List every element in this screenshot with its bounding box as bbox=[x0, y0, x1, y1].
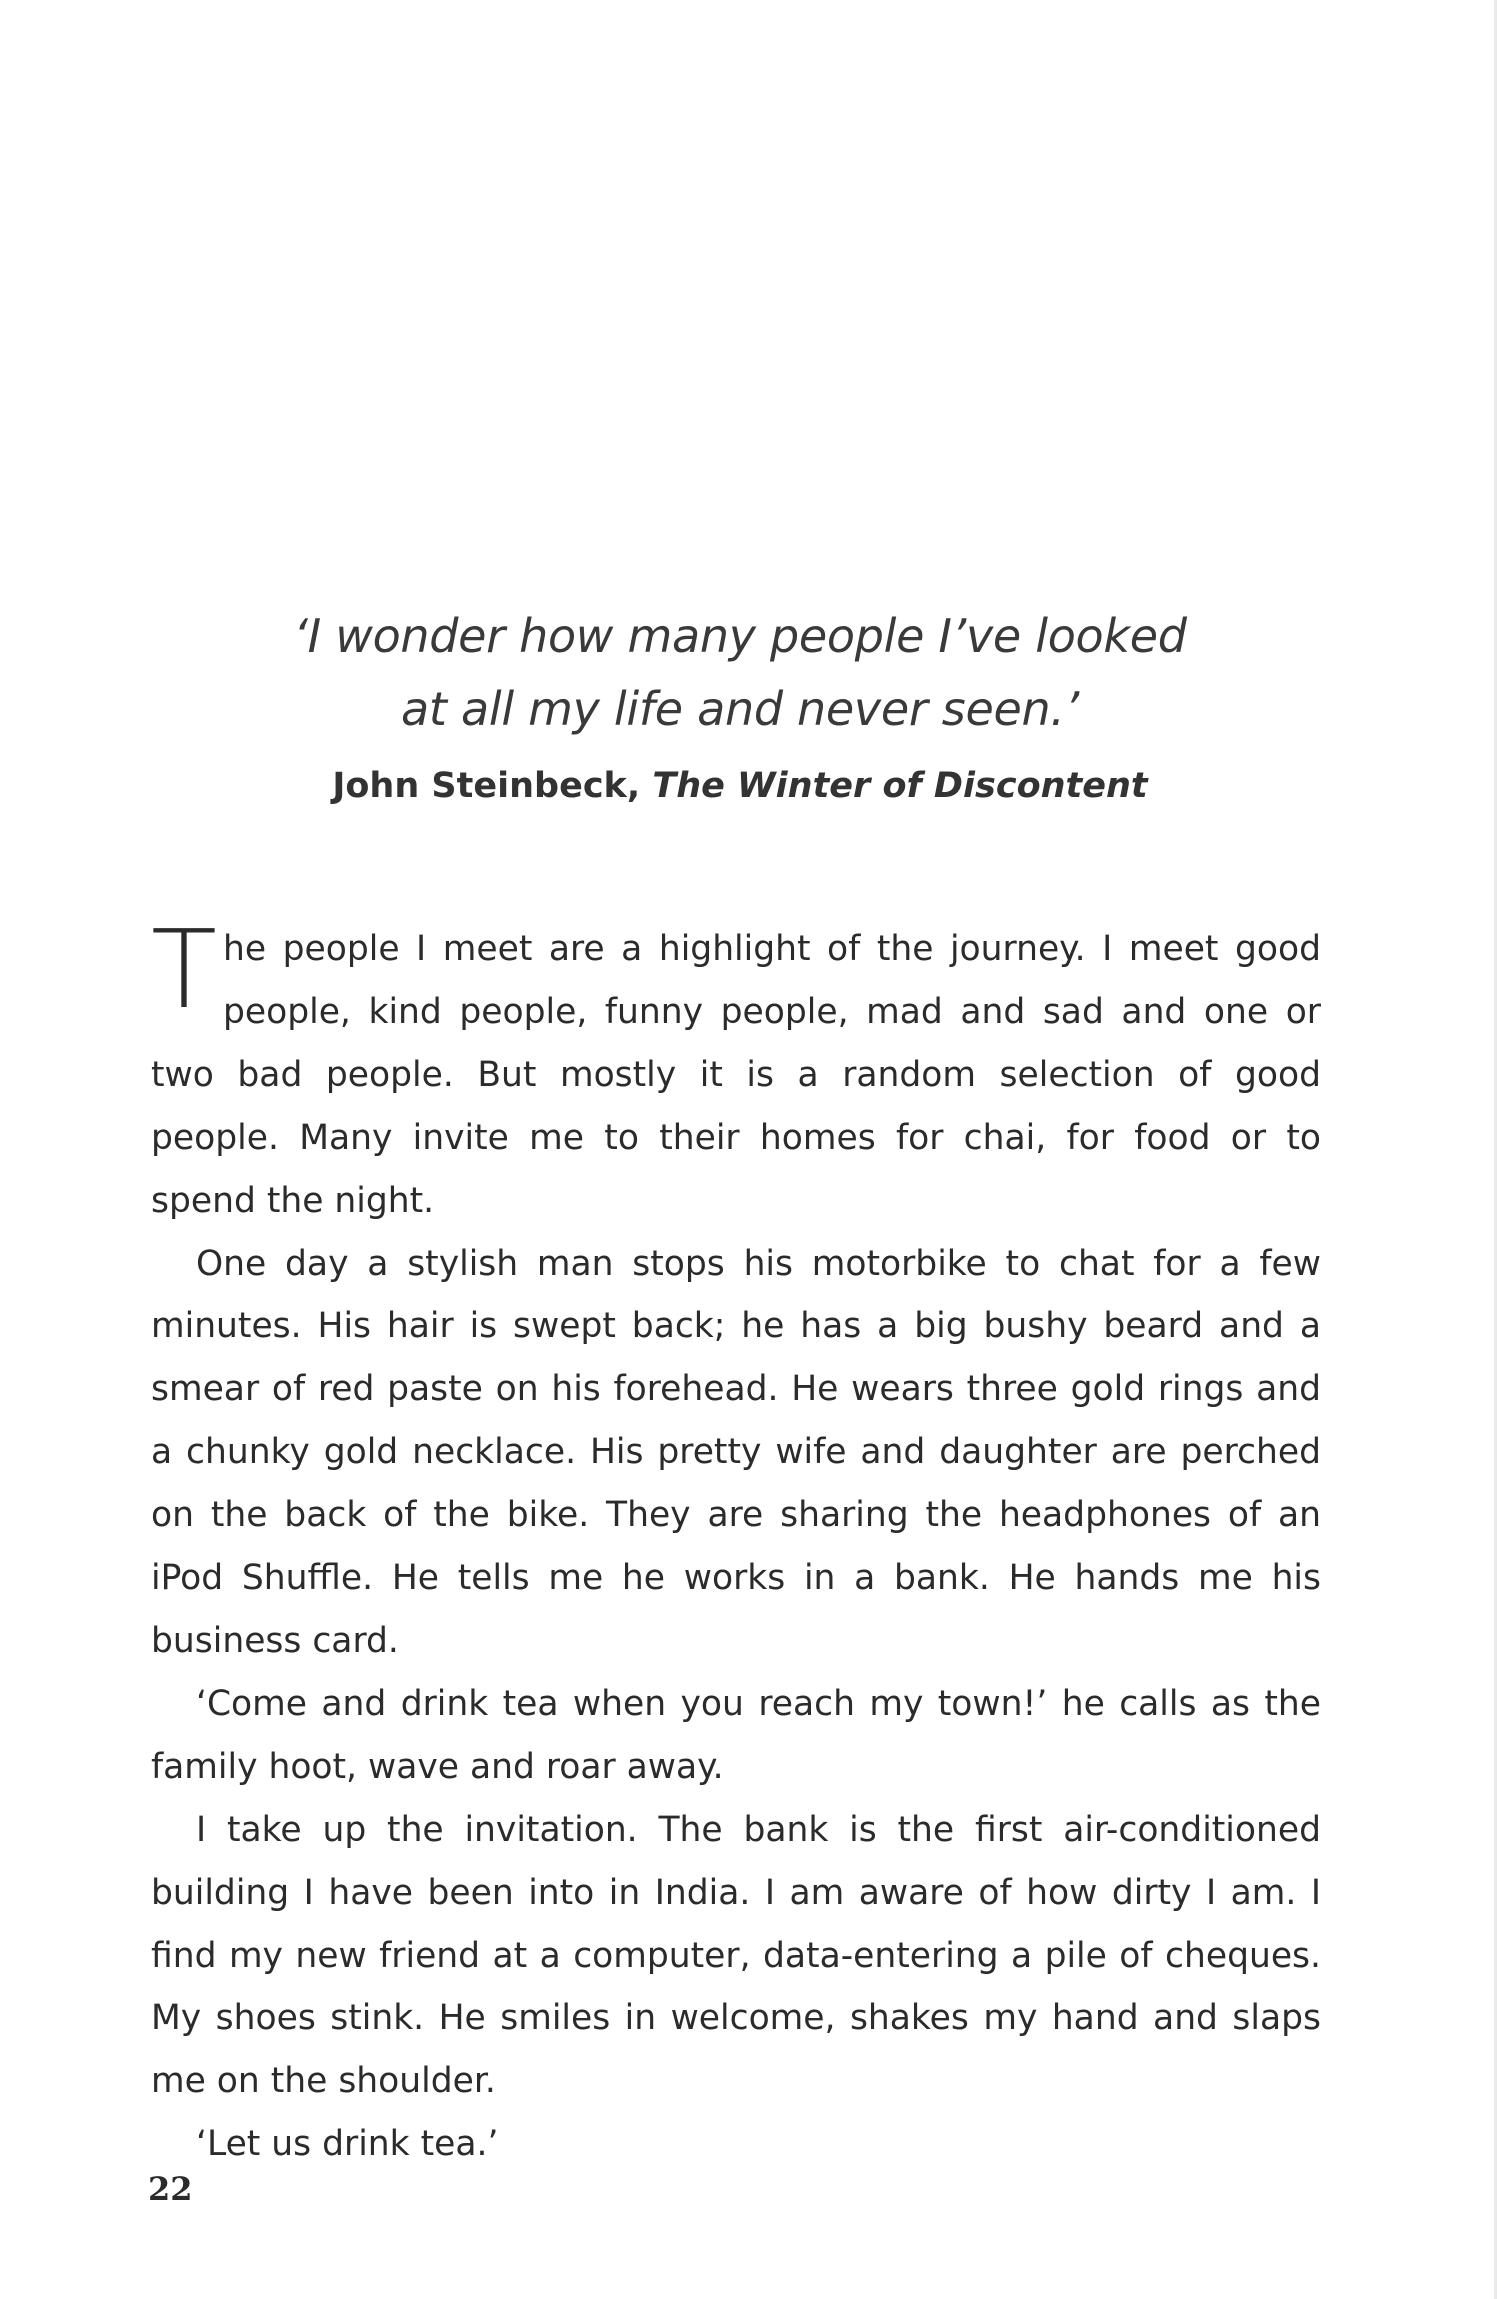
paragraph-4: I take up the invitation. The bank is the first air-conditioned building I have been into in India. I am aware of how dirty I am. I find my new friend at a computer, data-entering a pile of cheques. My shoes stink. He smiles in welcome, shakes my hand and slaps me on the shoulder. bbox=[151, 1809, 1321, 2102]
paragraph-1-text: he people I meet are a highlight of the journey. I meet good people, kind people, funny people, mad and sad and one or two bad people. But mostly it is a random selection of good people. Many invite me to their homes for chai, for food or to spend the night. bbox=[151, 929, 1321, 1221]
body-text bbox=[151, 908, 1321, 2176]
epigraph bbox=[150, 600, 1330, 808]
paragraph-1 bbox=[151, 908, 1321, 1233]
epigraph-author: John Steinbeck, bbox=[332, 766, 653, 806]
epigraph-work-title: The Winter of Discontent bbox=[652, 766, 1148, 806]
paragraph-3: ‘Come and drink tea when you reach my town!’ he calls as the family hoot, wave and roar away. bbox=[151, 1683, 1321, 1787]
paragraph-5: ‘Let us drink tea.’ bbox=[196, 2124, 499, 2165]
paragraph-2: One day a stylish man stops his motorbike to chat for a few minutes. His hair is swept back; he has a big bushy beard and a smear of red paste on his forehead. He wears three gold rings and a chunky gold necklace. His pretty wife and daughter are perched on the back of the bike. They are sharing the headphones of an iPod Shuffle. He tells me he works in a bank. He hands me his business card. bbox=[151, 1243, 1321, 1661]
drop-cap: T bbox=[151, 908, 217, 1033]
epigraph-attribution bbox=[150, 764, 1330, 808]
page-number: 22 bbox=[148, 2170, 193, 2208]
epigraph-quote-line-2: at all my life and never seen.’ bbox=[401, 682, 1079, 736]
epigraph-quote-line-1: ‘I wonder how many people I’ve looked bbox=[293, 609, 1187, 663]
